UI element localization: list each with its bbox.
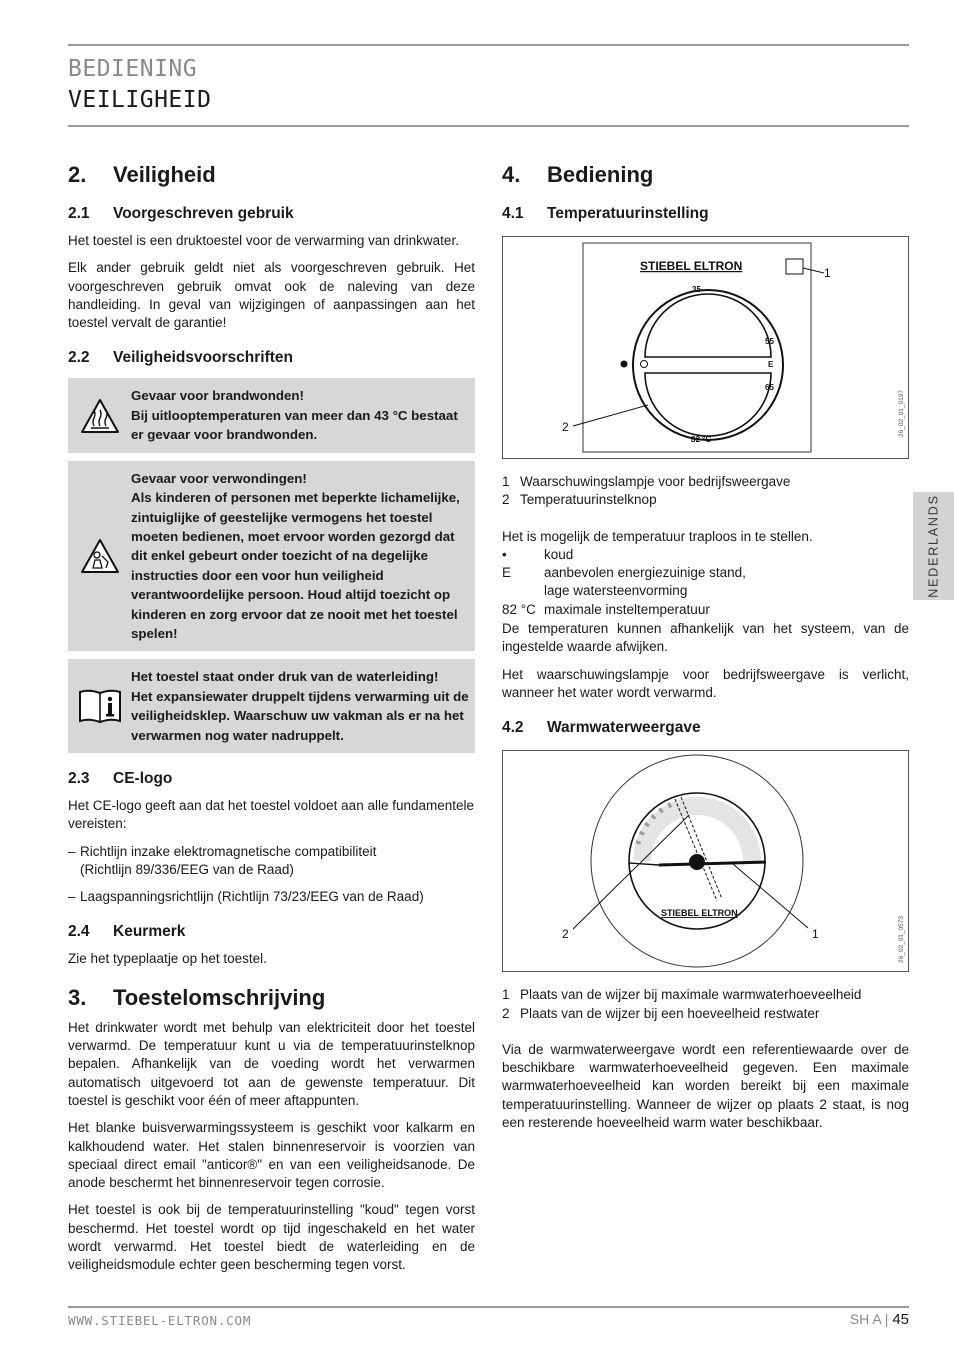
injury-warning-icon [68,469,131,644]
manual-info-icon [68,667,131,745]
tick-35: 35 [692,285,701,294]
side-tab-label: NEDERLANDS [926,494,941,598]
right-column [502,160,909,1141]
warning-injury [68,461,475,652]
paragraph: Het toestel is een druktoestel voor de verwarming van drinkwater. [68,233,459,248]
section-2-2-heading: 2.2 Veiligheidsvoorschriften [68,349,294,367]
info-pressure [68,659,475,753]
hot-surface-warning-icon [68,386,131,444]
legend-item: 1 Waarschuwingslampje voor bedrijfsweergave [502,474,791,489]
tick-e: E [768,360,774,369]
callout-2: 2 [562,420,569,434]
section-2-4-heading: 2.4 Keurmerk [68,923,186,941]
paragraph: Via de warmwaterweergave wordt een referentiewaarde over de beschikbare warmwaterhoeveelheid gegeven. Een maximale warmwaterhoeveelheid kan worden bereikt bij een maximale temperatuurinstelling. Wanneer de wijzer op plaats 2 staat, is nog een resterende hoeveelheid warm water beschikbaar. [502,1041,909,1131]
figure-code: 26_02_01_0573 [898,916,905,964]
footer-rule [68,1306,909,1308]
section-2-heading: 2. Veiligheid [68,162,216,187]
legend-item: 1 Plaats van de wijzer bij maximale warmwaterhoeveelheid [502,987,862,1003]
section-2-3-heading: 2.3 CE-logo [68,769,173,787]
section-4-1-heading: 4.1 Temperatuurinstelling [502,205,709,222]
legend-item: 2 Plaats van de wijzer bij een hoeveelheid restwater [502,1005,820,1021]
section-4-heading: 4. Bediening [502,162,654,187]
hot-water-indicator-figure [502,750,909,972]
legend-item: 2 Temperatuurinstelknop [502,492,657,508]
temperature-dial-drawing [503,237,908,458]
figure-legend [502,986,909,1023]
brand-label: STIEBEL ELTRON [640,259,743,273]
symbol-row: E aanbevolen energiezuinige stand, [502,565,746,581]
callout-1: 1 [812,927,819,942]
figure-code: 26_02_01_0197 [898,390,905,437]
brand-label: STIEBEL ELTRON [661,908,738,919]
paragraph: Het blanke buisverwarmingssysteem is geschikt voor kalkarm en kalkhoudend water. Het stalen binnenreservoir is voorzien van speciaal direct email "anticor®" en van een veiligheidsanode. De anode beschermt het binnenreservoir tegen corrosie. [68,1120,475,1191]
callout-1: 1 [824,266,831,280]
list-item: – Laagspanningsrichtlijn (Richtlijn 73/23/EEG van de Raad) [68,889,424,905]
info-pressure-text: Het toestel staat onder druk van de waterleiding! Het expansiewater druppelt tijdens verwarming uit de veiligheidsklep. Waarschuw uw vakman als er na het verwarmen nog water nadruppelt. [131,669,469,743]
header-top-rule [68,44,909,46]
callout-2: 2 [562,927,569,942]
page-number: 45 [892,1311,909,1328]
figure-legend [502,473,909,510]
paragraph: De temperaturen kunnen afhankelijk van het systeem, van de ingestelde waarde afwijken. [502,621,909,655]
paragraph: Het CE-logo geeft aan dat het toestel voldoet aan alle fundamentele vereisten: [68,797,475,832]
footer-url: WWW.STIEBEL-ELTRON.COM [68,1313,252,1328]
footer-doc: SH A [849,1311,881,1327]
temperature-control-figure [502,236,909,459]
symbol-row: lage watersteenvorming [544,583,688,599]
symbol-list [502,546,909,619]
symbol-row: 82 °C maximale insteltemperatuur [502,601,710,617]
footer-page-info [850,1311,909,1328]
tick-82: 82 °C [691,435,712,444]
warning-burn [68,378,475,452]
symbol-row: • koud [502,546,574,562]
tick-65: 65 [765,383,774,392]
hot-water-gauge-drawing [503,751,908,971]
list-item: – Richtlijn inzake elektromagnetische compatibiliteit (Richtlijn 89/336/EEG van de Raad) [68,843,377,877]
section-3-heading: 3. Toestelomschrijving [68,984,326,1010]
section-2-1-heading: 2.1 Voorgeschreven gebruik [68,205,294,222]
paragraph: Elk ander gebruik geldt niet als voorgeschreven gebruik. Het voorgeschreven gebruik omvat ook de naleving van deze handleiding. In geval van wijzigingen of aanpassingen aan het toestel vervalt de garantie! [68,260,475,331]
paragraph: Het is mogelijk de temperatuur traploos in te stellen. [502,528,813,544]
header-section-main: VEILIGHEID [68,87,212,113]
header-section-sub: BEDIENING [68,56,198,82]
footer-separator: | [884,1311,889,1327]
paragraph: Het waarschuwingslampje voor bedrijfsweergave is verlicht, wanneer het water wordt verwarmd. [502,666,909,700]
warning-burn-text: Gevaar voor brandwonden! Bij uitlooptemperaturen van meer dan 43 °C bestaat er gevaar voor brandwonden. [131,388,458,443]
paragraph: Het toestel is ook bij de temperatuurinstelling "koud" tegen vorst beschermd. Het toestel wordt op tijd ingeschakeld en het water wordt verwarmd. Het toestel biedt de waterleiding en de veiligheidsmodule echter geen bescherming tegen vorst. [68,1202,475,1273]
language-side-tab [913,492,954,600]
left-column [68,160,475,1284]
paragraph: Zie het typeplaatje op het toestel. [68,951,267,967]
header-bottom-rule [68,125,909,127]
section-4-2-heading: 4.2 Warmwaterweergave [502,719,701,737]
warning-injury-text: Gevaar voor verwondingen! Als kinderen of personen met beperkte lichamelijke, zintuiglijke of geestelijke vermogens het toestel moeten bedienen, moet ervoor worden gezorgd dat dit enkel gebeurt onder toezicht of na degelijke instructies door een voor hun veiligheid verantwoordelijke persoon. Houd altijd toezicht op kinderen en zorg ervoor dat ze nooit met het toestel spelen! [131,470,460,641]
tick-55: 55 [765,337,774,346]
paragraph: Het drinkwater wordt met behulp van elektriciteit door het toestel verwarmd. De temperatuur kunt u via de temperatuurinstelknop bepalen. Afhankelijk van de voeding wordt het verwarmen automatisch uitgevoerd tot aan de gewenste temperatuur. Dit toestel is geschikt voor één of meer aftappunten. [68,1019,475,1108]
